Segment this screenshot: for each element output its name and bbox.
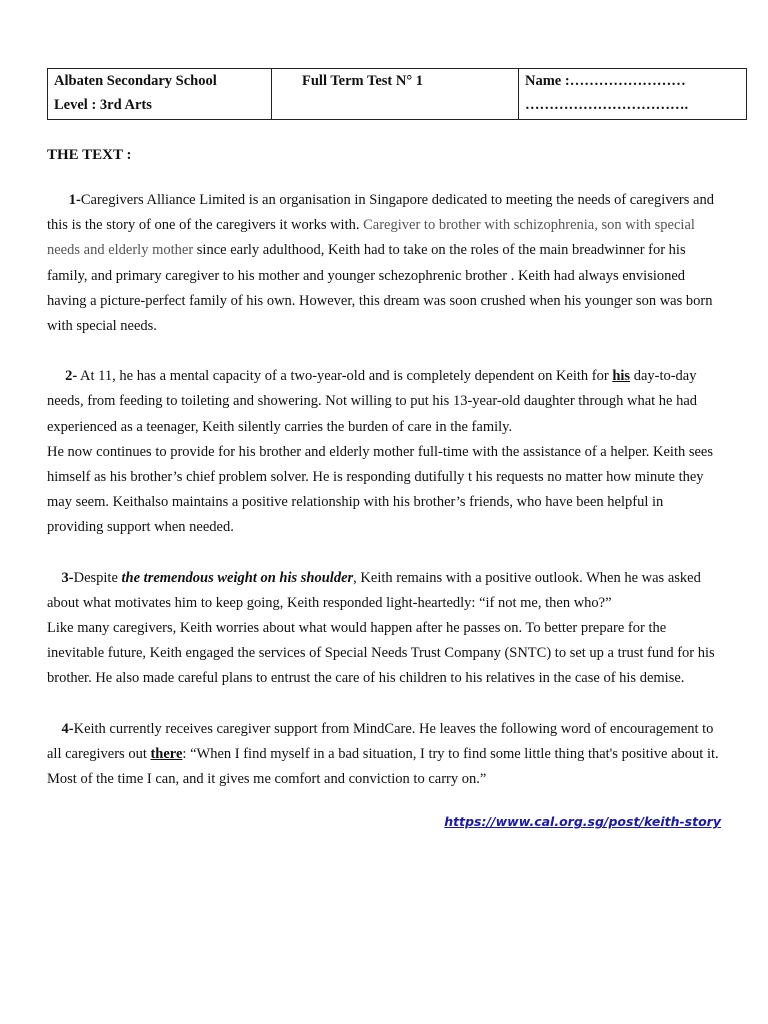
paragraph-2-text-b: day-to-day needs, from feeding to toileting and showering. Not willing to put his 13-year-old daughter through what he had experienced as a teenager, Keith silently carries the burden of care in the family. bbox=[47, 368, 698, 435]
word-his: his bbox=[612, 368, 631, 385]
name-field-dots: ……………………………. bbox=[525, 97, 689, 113]
phrase-tremendous-weight: the tremendous weight on his shoulder bbox=[121, 569, 354, 586]
paragraph-3-text-b: , Keith remains with a positive outlook. When he was asked about what motivates him to keep going, Keith responded light-heartedly: “if not me, then who?” bbox=[47, 569, 701, 611]
header-table bbox=[47, 68, 747, 120]
paragraph-4-text-b: : “When I find myself in a bad situation, I try to find some little thing that's positive about it. Most of the time I can, and it gives me comfort and conviction to carry on.” bbox=[47, 745, 719, 788]
text-heading: THE TEXT : bbox=[47, 147, 132, 163]
school-cell bbox=[48, 69, 272, 120]
paragraph-3-number: 3- bbox=[61, 569, 74, 586]
paragraph-3 bbox=[47, 566, 721, 692]
source-link[interactable]: https://www.cal.org.sg/post/keith-story bbox=[444, 814, 721, 830]
paragraph-1-number: 1- bbox=[68, 192, 81, 208]
name-cell[interactable] bbox=[519, 69, 747, 120]
source-line bbox=[47, 814, 721, 829]
paragraph-1-text-a: Caregivers Alliance Limited is an organisation in Singapore dedicated to meeting the needs of caregivers and this is the story of one of the caregivers it works with. bbox=[47, 192, 714, 234]
paragraph-4 bbox=[47, 717, 721, 793]
paragraph-1-grey-text: Caregiver to brother with schizophrenia, son with special needs and elderly mother bbox=[47, 217, 695, 259]
paragraph-2 bbox=[47, 364, 721, 540]
test-title: Full Term Test N° 1 bbox=[302, 73, 424, 89]
paragraph-4-number: 4- bbox=[61, 720, 74, 737]
paragraph-2-text-a: At 11, he has a mental capacity of a two-year-old and is completely dependent on Keith for bbox=[77, 368, 613, 385]
paragraph-4-text-a: Keith currently receives caregiver support from MindCare. He leaves the following word of encouragement to all caregivers out bbox=[47, 720, 714, 762]
paragraph-3-text-c: Like many caregivers, Keith worries about what would happen after he passes on. To better prepare for the inevitable future, Keith engaged the services of Special Needs Trust Company (SNTC) to set up a trust fund for his brother. He also made careful plans to entrust the care of his children to his relatives in the case of his demise. bbox=[47, 620, 715, 687]
name-field-label: Name :…………………… bbox=[525, 73, 686, 89]
school-name: Albaten Secondary School bbox=[54, 73, 217, 89]
paragraph-1-text-b: since early adulthood, Keith had to take on the roles of the main breadwinner for his family, and primary caregiver to his mother and younger schezophrenic brother . Keith had always envisioned having a picture-perfect family of his own. However, this dream was soon crushed when his younger son was born with special needs. bbox=[47, 242, 713, 335]
word-there: there bbox=[150, 745, 183, 762]
paragraph-2-text-c: He now continues to provide for his brother and elderly mother full-time with the assistance of a helper. Keith sees himself as his brother’s chief problem solver. He is responding dutifully t his requests no matter how minute they may seem. Keithalso maintains a positive relationship with his brother’s friends, who have been helpful in providing support when needed. bbox=[47, 443, 714, 536]
paragraph-3-text-a: Despite bbox=[73, 569, 122, 586]
level-label: Level : 3rd Arts bbox=[54, 97, 152, 113]
paragraph-2-number: 2- bbox=[65, 368, 78, 385]
paragraph-1 bbox=[47, 188, 721, 339]
test-cell bbox=[272, 69, 519, 120]
document-page bbox=[47, 68, 721, 829]
